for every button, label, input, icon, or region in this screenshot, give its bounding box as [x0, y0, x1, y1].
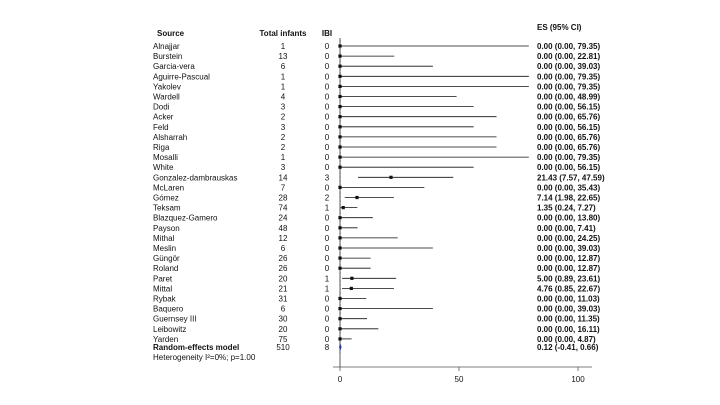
study-name: McLaren — [153, 183, 185, 193]
study-ibi: 0 — [324, 82, 330, 92]
study-infants: 26 — [278, 254, 288, 264]
study-es-label: 0.00 (0.00, 39.03) — [537, 244, 601, 253]
study-name: Gómez — [153, 193, 179, 203]
study-ibi: 0 — [324, 122, 330, 132]
study-ibi: 0 — [324, 294, 330, 304]
study-infants: 3 — [280, 163, 286, 173]
summary-diamond — [339, 343, 342, 351]
study-name: Acker — [153, 112, 174, 122]
point-estimate — [338, 156, 341, 159]
point-estimate — [338, 337, 341, 340]
study-name: Feld — [153, 122, 169, 132]
study-es-label: 0.00 (0.00, 35.43) — [537, 183, 601, 193]
study-ibi: 0 — [324, 132, 330, 142]
study-es-label: 0.00 (0.00, 22.81) — [537, 52, 601, 62]
study-infants: 26 — [278, 264, 288, 274]
study-ibi: 1 — [324, 284, 330, 294]
study-es-label: 0.00 (0.00, 79.35) — [537, 153, 601, 163]
point-estimate — [338, 85, 341, 88]
study-ibi: 0 — [324, 102, 330, 112]
study-infants: 14 — [278, 173, 288, 183]
study-name: Payson — [153, 223, 180, 233]
point-estimate — [338, 95, 341, 98]
x-tick-label: 100 — [571, 375, 585, 384]
study-infants: 3 — [280, 122, 286, 132]
study-infants: 1 — [280, 42, 286, 51]
study-infants: 6 — [280, 244, 286, 253]
study-name: Alsharrah — [153, 132, 188, 142]
study-es-label: 0.00 (0.00, 39.03) — [537, 62, 601, 72]
point-estimate — [355, 196, 358, 199]
summary-ibi: 8 — [324, 343, 330, 352]
study-infants: 20 — [278, 324, 288, 334]
study-es-label: 7.14 (1.98, 22.65) — [537, 193, 601, 203]
study-es-label: 0.00 (0.00, 12.87) — [537, 254, 601, 264]
study-ibi: 0 — [324, 304, 330, 314]
point-estimate — [338, 75, 341, 78]
study-es-label: 0.00 (0.00, 79.35) — [537, 42, 601, 51]
study-infants: 7 — [280, 183, 286, 193]
study-es-label: 5.00 (0.89, 23.61) — [537, 274, 601, 284]
study-infants: 12 — [278, 233, 288, 243]
plot-marks — [338, 38, 528, 367]
point-estimate — [338, 125, 341, 128]
study-infants: 28 — [278, 193, 288, 203]
study-name: Mithal — [153, 233, 175, 243]
study-es-label: 0.00 (0.00, 12.87) — [537, 264, 601, 274]
point-estimate — [389, 176, 392, 179]
study-ibi: 0 — [324, 153, 330, 163]
study-name: White — [153, 163, 174, 173]
point-estimate — [338, 257, 341, 260]
point-estimate — [342, 206, 345, 209]
summary-es: 0.12 (-0.41, 0.66) — [537, 343, 599, 352]
study-ibi: 0 — [324, 62, 330, 72]
study-infants: 75 — [278, 334, 288, 344]
study-ibi: 0 — [324, 314, 330, 324]
point-estimate — [338, 327, 341, 330]
study-ibi: 0 — [324, 334, 330, 344]
study-infants: 1 — [280, 153, 286, 163]
study-ibi: 0 — [324, 213, 330, 223]
study-infants: 1 — [280, 82, 286, 92]
study-name: Gonzalez-dambrauskas — [153, 173, 238, 183]
study-infants: 6 — [280, 304, 286, 314]
study-es-label: 0.00 (0.00, 39.03) — [537, 304, 601, 314]
study-infants: 2 — [280, 132, 286, 142]
study-name: Garcia-vera — [153, 62, 195, 72]
summary-source: Random-effects model — [153, 343, 240, 352]
study-name: Mosalli — [153, 153, 178, 163]
study-ibi: 0 — [324, 112, 330, 122]
study-infants: 6 — [280, 62, 286, 72]
study-infants: 21 — [278, 284, 288, 294]
study-es-label: 0.00 (0.00, 65.76) — [537, 132, 601, 142]
study-name: Güngör — [153, 254, 180, 264]
point-estimate — [338, 246, 341, 249]
study-es-label: 0.00 (0.00, 4.87) — [537, 334, 596, 344]
x-axis-ticks — [338, 367, 585, 384]
study-infants: 24 — [278, 213, 288, 223]
study-infants: 2 — [280, 112, 286, 122]
point-estimate — [338, 297, 341, 300]
point-estimate — [338, 216, 341, 219]
study-name: Baquero — [153, 304, 184, 314]
study-infants: 31 — [278, 294, 288, 304]
study-name: Yakolev — [153, 82, 181, 92]
study-ibi: 0 — [324, 223, 330, 233]
study-ibi: 0 — [324, 163, 330, 173]
study-infants: 48 — [278, 223, 288, 233]
study-ibi: 2 — [324, 193, 330, 203]
study-name: Leibowitz — [153, 324, 187, 334]
study-name: Mittal — [153, 284, 173, 294]
study-es-label: 0.00 (0.00, 56.15) — [537, 122, 601, 132]
study-infants: 1 — [280, 72, 286, 82]
point-estimate — [338, 105, 341, 108]
point-estimate — [338, 135, 341, 138]
study-name: Aguirre-Pascual — [153, 72, 210, 82]
point-estimate — [338, 115, 341, 118]
study-name: Roland — [153, 264, 179, 274]
study-es-label: 1.35 (0.24, 7.27) — [537, 203, 596, 213]
x-tick-label: 0 — [337, 375, 343, 384]
study-es-label: 0.00 (0.00, 65.76) — [537, 112, 601, 122]
study-ibi: 3 — [324, 173, 330, 183]
study-es-label: 21.43 (7.57, 47.59) — [537, 173, 605, 183]
study-infants: 4 — [280, 92, 286, 102]
header-es: ES (95% CI) — [537, 23, 582, 32]
study-es-label: 0.00 (0.00, 16.11) — [537, 324, 600, 334]
heterogeneity-note: Heterogeneity I²=0%; p=1.00 — [153, 353, 256, 362]
study-infants: 30 — [278, 314, 288, 324]
study-name: Dodi — [153, 102, 170, 112]
study-ibi: 0 — [324, 143, 330, 152]
point-estimate — [350, 277, 353, 280]
x-tick-label: 50 — [454, 375, 464, 384]
point-estimate — [338, 317, 341, 320]
study-name: Meslin — [153, 244, 177, 253]
study-infants: 2 — [280, 143, 286, 152]
summary-infants: 510 — [276, 343, 290, 352]
study-infants: 13 — [278, 52, 288, 62]
study-es-label: 0.00 (0.00, 13.80) — [537, 213, 601, 223]
study-ibi: 0 — [324, 233, 330, 243]
point-estimate — [338, 226, 341, 229]
point-estimate — [338, 65, 341, 68]
study-ibi: 1 — [324, 274, 330, 284]
study-name: Guernsey III — [153, 314, 197, 324]
study-ibi: 0 — [324, 254, 330, 264]
point-estimate — [338, 55, 341, 58]
study-ibi: 0 — [324, 264, 330, 274]
study-rows — [153, 42, 605, 344]
study-es-label: 0.00 (0.00, 56.15) — [537, 102, 601, 112]
point-estimate — [338, 145, 341, 148]
study-es-label: 0.00 (0.00, 79.35) — [537, 82, 601, 92]
header-ibi: IBI — [321, 29, 333, 38]
study-es-label: 0.00 (0.00, 7.41) — [537, 223, 596, 233]
header-source: Source — [157, 29, 185, 38]
study-ibi: 0 — [324, 72, 330, 82]
study-ibi: 1 — [324, 203, 330, 213]
study-es-label: 0.00 (0.00, 48.99) — [537, 92, 601, 102]
study-infants: 20 — [278, 274, 288, 284]
study-infants: 3 — [280, 102, 286, 112]
study-es-label: 0.00 (0.00, 24.25) — [537, 233, 601, 243]
header-total-infants: Total infants — [259, 29, 307, 38]
point-estimate — [338, 307, 341, 310]
study-name: Riga — [153, 143, 170, 152]
point-estimate — [338, 236, 341, 239]
study-infants: 74 — [278, 203, 288, 213]
point-estimate — [338, 186, 341, 189]
study-name: Rybak — [153, 294, 176, 304]
study-ibi: 0 — [324, 183, 330, 193]
study-name: Alnajjar — [153, 42, 180, 51]
study-ibi: 0 — [324, 324, 330, 334]
point-estimate — [338, 44, 341, 47]
point-estimate — [338, 267, 341, 270]
study-name: Blazquez-Gamero — [153, 213, 218, 223]
study-name: Paret — [153, 274, 173, 284]
study-ibi: 0 — [324, 42, 330, 51]
study-name: Yarden — [153, 334, 179, 344]
study-es-label: 0.00 (0.00, 11.35) — [537, 314, 600, 324]
study-ibi: 0 — [324, 92, 330, 102]
study-name: Teksam — [153, 203, 181, 213]
study-es-label: 0.00 (0.00, 11.03) — [537, 294, 600, 304]
study-es-label: 0.00 (0.00, 56.15) — [537, 163, 601, 173]
study-es-label: 4.76 (0.85, 22.67) — [537, 284, 601, 294]
point-estimate — [350, 287, 353, 290]
study-name: Burstein — [153, 52, 183, 62]
point-estimate — [338, 166, 341, 169]
study-ibi: 0 — [324, 244, 330, 253]
study-name: Wardell — [153, 92, 180, 102]
study-ibi: 0 — [324, 52, 330, 62]
study-es-label: 0.00 (0.00, 79.35) — [537, 72, 601, 82]
study-es-label: 0.00 (0.00, 65.76) — [537, 143, 601, 152]
